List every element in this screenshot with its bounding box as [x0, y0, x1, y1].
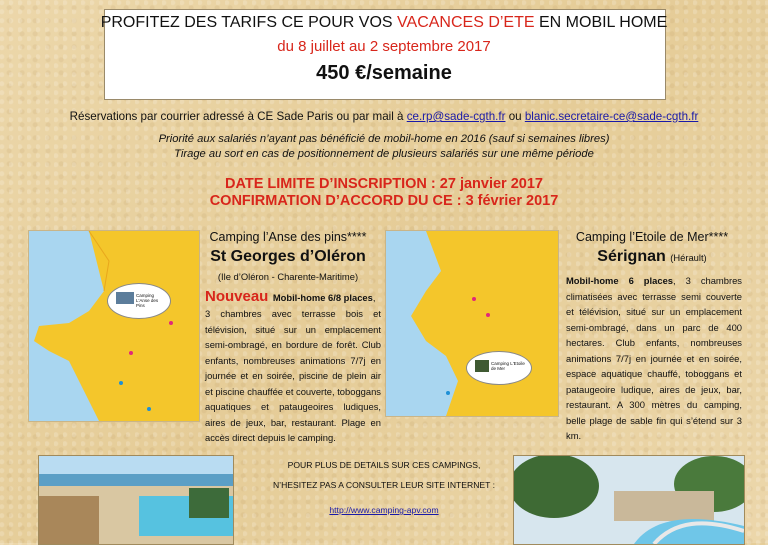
camp-left-city: St Georges d’Oléron	[210, 248, 366, 265]
priority-line-2: Tirage au sort en cas de positionnement de plusieurs salariés sur une même période	[174, 148, 594, 160]
priority-block	[0, 132, 768, 162]
camp-left-mobilhome: Mobil-home 6/8 places	[272, 292, 373, 303]
map-france-shape	[29, 231, 199, 421]
map-france-shape	[386, 231, 558, 416]
camp-left-header	[200, 230, 376, 282]
priority-line-1: Priorité aux salariés n’ayant pas bénéficié de mobil-home en 2016 (sauf si semaines libres)	[158, 133, 610, 145]
email-link-1[interactable]: ce.rp@sade-cgth.fr	[406, 110, 506, 123]
camp-left-description: 3 chambres avec terrasse bois et télévision, situé sur un emplacement semi-ombragé, en bordure de forêt. Club enfants, nombreuses animations 7/7j en journée et en soirée, piscine de plein air et piscine chauffée et couverte, toboggans aquatiques et pataugeoires ludiques, aires de jeux, bar, restaurant. Plage en accès direct depuis le camping.	[205, 308, 381, 443]
camp-right-header	[560, 230, 744, 266]
camp-left-mobilhome-tail: ,	[372, 292, 376, 303]
headline-part2: EN MOBIL HOME	[534, 14, 668, 31]
map-marker[interactable]	[169, 321, 173, 325]
photo-serignan-slide	[513, 455, 745, 545]
map-popup[interactable]	[107, 283, 171, 319]
website-link[interactable]: http://www.camping-apv.com	[329, 505, 439, 515]
map-popup-label: Camping L'Etoile de Mer	[491, 361, 525, 371]
map-popup[interactable]	[466, 351, 532, 385]
photo-serignan-slide-image	[514, 456, 744, 544]
map-marker[interactable]	[472, 297, 476, 301]
date-range: du 8 juillet au 2 septembre 2017	[277, 38, 491, 55]
registration-deadline: DATE LIMITE D’INSCRIPTION : 27 janvier 2017	[224, 176, 543, 192]
confirmation-deadline: CONFIRMATION D’ACCORD DU CE : 3 février 2017	[209, 193, 559, 209]
footer-info	[260, 455, 508, 520]
map-popup-label: Camping L'Anse des Pins	[136, 293, 159, 308]
footer-line-1: POUR PLUS DE DETAILS SUR CES CAMPINGS,	[287, 460, 481, 470]
reservation-line	[0, 110, 768, 123]
price: 450 €/semaine	[316, 62, 452, 84]
footer-line-2: N’HESITEZ PAS A CONSULTER LEUR SITE INTERNET :	[272, 480, 496, 490]
reservation-or: ou	[505, 110, 525, 123]
camp-left-name: Camping l’Anse des pins****	[209, 230, 367, 244]
map-oleron	[28, 230, 200, 422]
map-marker[interactable]	[129, 351, 133, 355]
deadlines-block	[0, 176, 768, 210]
camp-left-region: (Ile d’Oléron - Charente-Maritime)	[217, 271, 359, 282]
camp-right-description-text: , 3 chambres climatisées avec terrasse semi couverte et télévision, situé sur un emplacement semi-ombragé, dans un parc de 400 hectares. Club enfants, nombreuses animations 7/7j en journée et en soirée, espace aquatique chauffé, toboggans et pataugeoire ludique, aires de jeux, bar, restaurant. A 300 mètres du camping, belle plage de sable fin qui s’étend sur 3 km.	[566, 275, 742, 441]
camp-right-city: Sérignan	[597, 248, 666, 265]
headline-part1: PROFITEZ DES TARIFS CE POUR VOS	[100, 14, 398, 31]
camp-right-city-line	[560, 248, 744, 266]
headline-highlight: VACANCES D’ETE	[397, 14, 535, 31]
map-popup-thumb	[116, 292, 134, 304]
map-marker[interactable]	[147, 407, 151, 411]
camp-right-mobilhome: Mobil-home 6 places	[566, 275, 673, 286]
camp-right-region: (Hérault)	[670, 252, 707, 263]
camp-left-offer	[205, 288, 381, 306]
map-marker[interactable]	[486, 313, 490, 317]
new-badge: Nouveau	[205, 288, 269, 305]
camp-right-name: Camping l’Etoile de Mer****	[575, 230, 729, 244]
reservation-text: Réservations par courrier adressé à CE Sade Paris ou par mail à	[69, 110, 407, 123]
map-serignan	[385, 230, 559, 417]
map-marker[interactable]	[119, 381, 123, 385]
camp-right-description	[566, 273, 742, 444]
headline	[0, 14, 768, 32]
map-marker[interactable]	[446, 391, 450, 395]
map-popup-thumb	[475, 360, 489, 372]
photo-oleron-pool-image	[39, 456, 233, 544]
photo-oleron-pool	[38, 455, 234, 545]
email-link-2[interactable]: blanic.secretaire-ce@sade-cgth.fr	[524, 110, 699, 123]
